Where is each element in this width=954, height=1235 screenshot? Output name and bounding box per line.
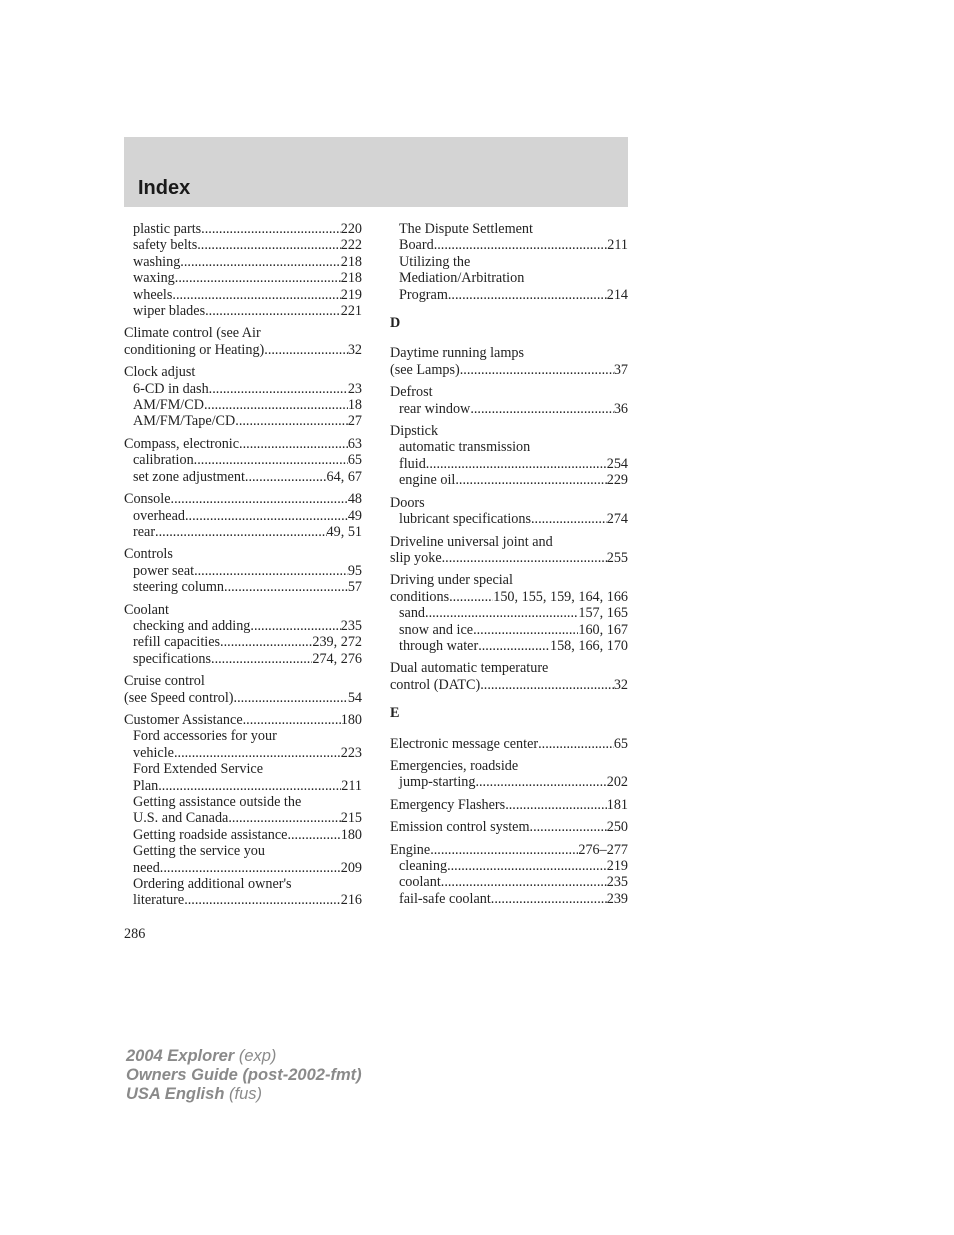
index-subentry-line [124,381,362,397]
index-subentry-line [124,860,362,876]
index-subentry-line [390,401,628,417]
entry-text: Climate control (see Air [124,325,261,342]
document-footer [126,1047,362,1104]
entry-text: literature [133,892,185,909]
index-subentry-line [390,270,628,286]
page-reference: 37 [613,361,628,378]
entry-text: wheels [133,286,173,303]
page-reference: 180 [340,826,362,843]
index-subentry-line [124,728,362,744]
index-subentry-line [390,287,628,303]
dot-leader [473,622,578,638]
index-entry-line [390,495,628,511]
index-entry [124,491,362,540]
page-reference: 48 [347,491,362,508]
entry-text: conditioning or Heating) [124,341,265,358]
index-entry [124,436,362,485]
index-subentry-line [124,563,362,579]
entry-text: Ordering additional owner's [133,876,292,893]
page-reference: 274 [606,511,628,528]
index-entry-line [124,364,362,380]
index-entry-line [390,842,628,858]
index-entry-line [390,550,628,566]
entry-text: specifications [133,650,212,667]
index-entry-line [390,677,628,693]
index-entry-line [124,712,362,728]
index-entry [390,797,628,813]
entry-text: refill capacities [133,634,221,651]
page-reference: 222 [340,237,362,254]
dot-leader [531,511,607,527]
entry-text: Plan [133,777,159,794]
entry-text: The Dispute Settlement [399,221,533,237]
entry-text: through water [399,637,479,654]
dot-leader [287,827,340,843]
index-subentry-line [124,843,362,859]
index-entry [124,364,362,430]
entry-text: set zone adjustment [133,468,245,485]
dot-leader [172,287,340,303]
entry-text: Dual automatic temperature [390,660,549,677]
entry-text: lubricant specifications [399,511,531,528]
page-reference: 235 [606,874,628,891]
dot-leader [264,342,348,358]
header-band [124,137,628,207]
dot-leader [180,254,340,270]
page-reference: 202 [606,774,628,791]
index-entry-line [124,325,362,341]
dot-leader [243,712,341,728]
entry-text: Doors [390,494,425,511]
index-subentry-line [390,221,628,237]
dot-leader [211,651,312,667]
index-subentry-line [124,254,362,270]
index-subentry-line [390,237,628,253]
entry-text: Compass, electronic [124,435,240,452]
index-subentry-line [124,303,362,319]
page-number: 286 [124,926,146,942]
footer-language: USA English [126,1085,225,1103]
dot-leader [235,413,348,429]
index-subentry-line [124,794,362,810]
dot-leader [530,819,607,835]
page-reference: 215 [340,810,362,827]
page-reference: 211 [607,237,628,254]
index-subentry-line [390,858,628,874]
entry-text: Mediation/Arbitration [399,270,525,287]
dot-leader [204,397,348,413]
dot-leader [425,605,578,621]
index-entry [124,325,362,358]
index-entry-line [124,690,362,706]
dot-leader [194,452,348,468]
entry-text: Controls [124,546,173,563]
dot-leader [538,736,614,752]
index-entry [390,221,628,303]
index-subentry-line [124,413,362,429]
page-reference: 274, 276 [312,650,362,667]
entry-text: rear window [399,400,471,417]
entry-text: jump-starting [399,774,476,791]
index-entry-line [390,362,628,378]
page-reference: 239, 272 [312,634,362,651]
page-reference: 219 [340,286,362,303]
index-subentry-line [124,579,362,595]
entry-text: Customer Assistance [124,711,243,728]
page-reference: 229 [606,472,628,489]
page-reference: 219 [606,858,628,874]
index-entry-line [390,423,628,439]
section-letter: D [390,315,401,332]
entry-text: vehicle [133,744,174,761]
entry-text: Driveline universal joint and [390,533,553,550]
index-entry-line [124,602,362,618]
entry-text: Clock adjust [124,364,196,381]
entry-text: need [133,859,160,876]
dot-leader [194,563,348,579]
entry-text: fail-safe coolant [399,890,491,907]
footer-guide: Owners Guide (post-2002-fmt) [126,1066,362,1084]
dot-leader [185,508,348,524]
page-reference: 36 [613,400,628,417]
page-reference: 157, 165 [578,605,628,622]
index-entry [390,495,628,528]
index-subentry-line [390,774,628,790]
index-entry [390,758,628,791]
dot-leader [434,237,608,253]
dot-leader [175,270,341,286]
index-entry-line [390,819,628,835]
index-subentry-line [390,511,628,527]
entry-text: safety belts [133,237,198,254]
index-entry-line [390,589,628,605]
entry-text: Getting assistance outside the [133,794,302,810]
page-reference: 32 [613,676,628,693]
entry-text: Board [399,237,434,254]
entry-text: control (DATC) [390,676,481,693]
index-entry [390,736,628,752]
entry-text: Utilizing the [399,253,471,270]
entry-text: calibration [133,452,194,469]
index-subentry-line [124,810,362,826]
index-entry [390,842,628,908]
index-entry [390,534,628,567]
page-reference: 216 [340,892,362,909]
dot-leader [209,381,348,397]
page-reference: 57 [347,579,362,596]
entry-text: wiper blades [133,303,206,320]
index-entry [390,572,628,654]
index-column-left [124,221,362,915]
index-subentry-line [124,761,362,777]
index-entry [124,712,362,909]
index-subentry-line [124,778,362,794]
index-subentry-line [390,254,628,270]
dot-leader [455,472,606,488]
entry-text: fluid [399,455,426,472]
entry-text: Cruise control [124,673,205,690]
entry-text: Program [399,286,448,303]
index-subentry-line [124,287,362,303]
index-subentry-line [124,508,362,524]
page-reference: 209 [340,859,362,876]
index-subentry-line [124,397,362,413]
dot-leader [447,858,607,874]
index-entry-line [124,491,362,507]
entry-text: Getting roadside assistance [133,826,288,843]
entry-text: Electronic message center [390,735,539,752]
index-entry-line [390,345,628,361]
index-subentry-line [124,745,362,761]
index-subentry-line [124,618,362,634]
page-reference: 220 [340,221,362,237]
entry-text: coolant [399,874,441,891]
dot-leader [234,690,348,706]
entry-text: engine oil [399,472,456,489]
index-subentry-line [124,892,362,908]
footer-model-code: (exp) [234,1047,277,1065]
index-subentry-line [390,874,628,890]
entry-text: cleaning [399,858,448,874]
index-entry-line [390,534,628,550]
index-subentry-line [390,605,628,621]
entry-text: Driving under special [390,572,513,589]
page-reference: 254 [606,455,628,472]
index-subentry-line [124,524,362,540]
page-reference: 180 [340,711,362,728]
index-subentry-line [124,651,362,667]
index-subentry-line [124,270,362,286]
dot-leader [426,456,607,472]
dot-leader [158,778,341,794]
dot-leader [449,589,493,605]
entry-text: rear [133,523,156,540]
page-reference: 211 [341,777,362,794]
page-reference: 54 [347,689,362,706]
index-subentry-line [390,638,628,654]
page-reference: 250 [606,819,628,836]
entry-text: Dipstick [390,423,439,440]
entry-text: AM/FM/Tape/CD [133,413,236,430]
dot-leader [228,810,340,826]
entry-text: plastic parts [133,221,202,237]
entry-text: Ford Extended Service [133,761,264,778]
dot-leader [448,287,607,303]
index-subentry-line [390,439,628,455]
index-entry [390,345,628,378]
dot-leader [205,303,341,319]
entry-text: AM/FM/CD [133,397,204,414]
index-subentry-line [390,622,628,638]
index-entry [390,660,628,693]
index-subentry-line [390,456,628,472]
page-reference: 32 [347,341,362,358]
entry-text: conditions [390,588,450,605]
dot-leader [480,677,614,693]
index-subentry-line [124,452,362,468]
index-entry-line [390,758,628,774]
page-reference: 49 [347,507,362,524]
entry-text: Daytime running lamps [390,345,524,362]
index-subentry-line [390,472,628,488]
dot-leader [442,550,607,566]
entry-text: snow and ice [399,621,474,638]
index-entry-line [390,660,628,676]
entry-text: Defrost [390,384,433,401]
entry-text: power seat [133,562,195,579]
entry-text: automatic transmission [399,439,531,456]
page-reference: 23 [347,380,362,397]
index-entry-line [390,572,628,588]
entry-text: Console [124,491,171,508]
entry-text: Emission control system [390,819,530,836]
entry-text: checking and adding [133,617,251,634]
dot-leader [478,638,550,654]
page-reference: 221 [340,303,362,320]
footer-model: 2004 Explorer [126,1047,235,1065]
index-subentry-line [124,221,362,237]
index-entry [390,423,628,489]
entry-text: slip yoke [390,549,442,566]
index-entry-line [390,736,628,752]
index-entry [124,673,362,706]
dot-leader [460,362,614,378]
index-entry [124,546,362,595]
index-entry-line [124,342,362,358]
dot-leader [430,842,578,858]
dot-leader [250,618,340,634]
index-entry [124,602,362,668]
footer-language-code: (fus) [224,1085,262,1103]
page-reference: 218 [340,253,362,270]
entry-text: (see Speed control) [124,689,234,706]
entry-text: Getting the service you [133,843,265,860]
dot-leader [201,221,341,237]
page-reference: 235 [340,617,362,634]
index-column-right [390,221,628,913]
dot-leader [224,579,348,595]
index-entry-line [390,384,628,400]
page-reference: 65 [347,452,362,469]
index-entry [390,819,628,835]
page-reference: 223 [340,744,362,761]
page-reference: 214 [606,286,628,303]
page-reference: 18 [347,397,362,414]
page-title: Index [138,177,191,199]
entry-text: Emergencies, roadside [390,757,519,774]
page-reference: 158, 166, 170 [549,637,628,654]
page-reference: 218 [340,270,362,287]
index-subentry-line [124,876,362,892]
page-reference: 181 [606,796,628,813]
page-reference: 64, 67 [326,468,362,485]
page-reference: 95 [347,562,362,579]
entry-text: U.S. and Canada [133,810,229,827]
entry-text: Coolant [124,601,169,618]
page-reference: 65 [613,735,628,752]
entry-text: overhead [133,507,185,524]
index-subentry-line [390,891,628,907]
index-entry-line [124,436,362,452]
dot-leader [197,237,341,253]
entry-text: steering column [133,579,225,596]
entry-text: sand [399,605,426,622]
entry-text: washing [133,253,181,270]
entry-text: waxing [133,270,175,287]
page-reference: 63 [347,435,362,452]
page-reference: 150, 155, 159, 164, 166 [493,588,628,605]
dot-leader [475,774,606,790]
index-subentry-line [124,237,362,253]
dot-leader [171,491,348,507]
dot-leader [155,524,326,540]
dot-leader [184,892,341,908]
index-entry [124,221,362,319]
index-subentry-line [124,827,362,843]
page-reference: 49, 51 [326,523,362,540]
dot-leader [160,860,341,876]
index-entry-line [124,673,362,689]
dot-leader [220,634,312,650]
dot-leader [239,436,348,452]
section-letter: E [390,705,400,722]
index-subentry-line [124,469,362,485]
entry-text: (see Lamps) [390,361,460,378]
page-reference: 239 [606,890,628,907]
dot-leader [491,891,607,907]
index-subentry-line [124,634,362,650]
entry-text: Ford accessories for your [133,728,277,745]
page-reference: 27 [347,413,362,430]
page-reference: 276–277 [578,841,628,858]
index-entry-line [390,797,628,813]
dot-leader [245,469,327,485]
page-reference: 160, 167 [578,621,628,638]
dot-leader [174,745,341,761]
dot-leader [441,874,607,890]
entry-text: 6-CD in dash [133,380,209,397]
dot-leader [470,401,614,417]
entry-text: Engine [390,841,431,858]
dot-leader [505,797,607,813]
index-entry-line [124,546,362,562]
page-reference: 255 [606,549,628,566]
index-entry [390,384,628,417]
entry-text: Emergency Flashers [390,796,506,813]
